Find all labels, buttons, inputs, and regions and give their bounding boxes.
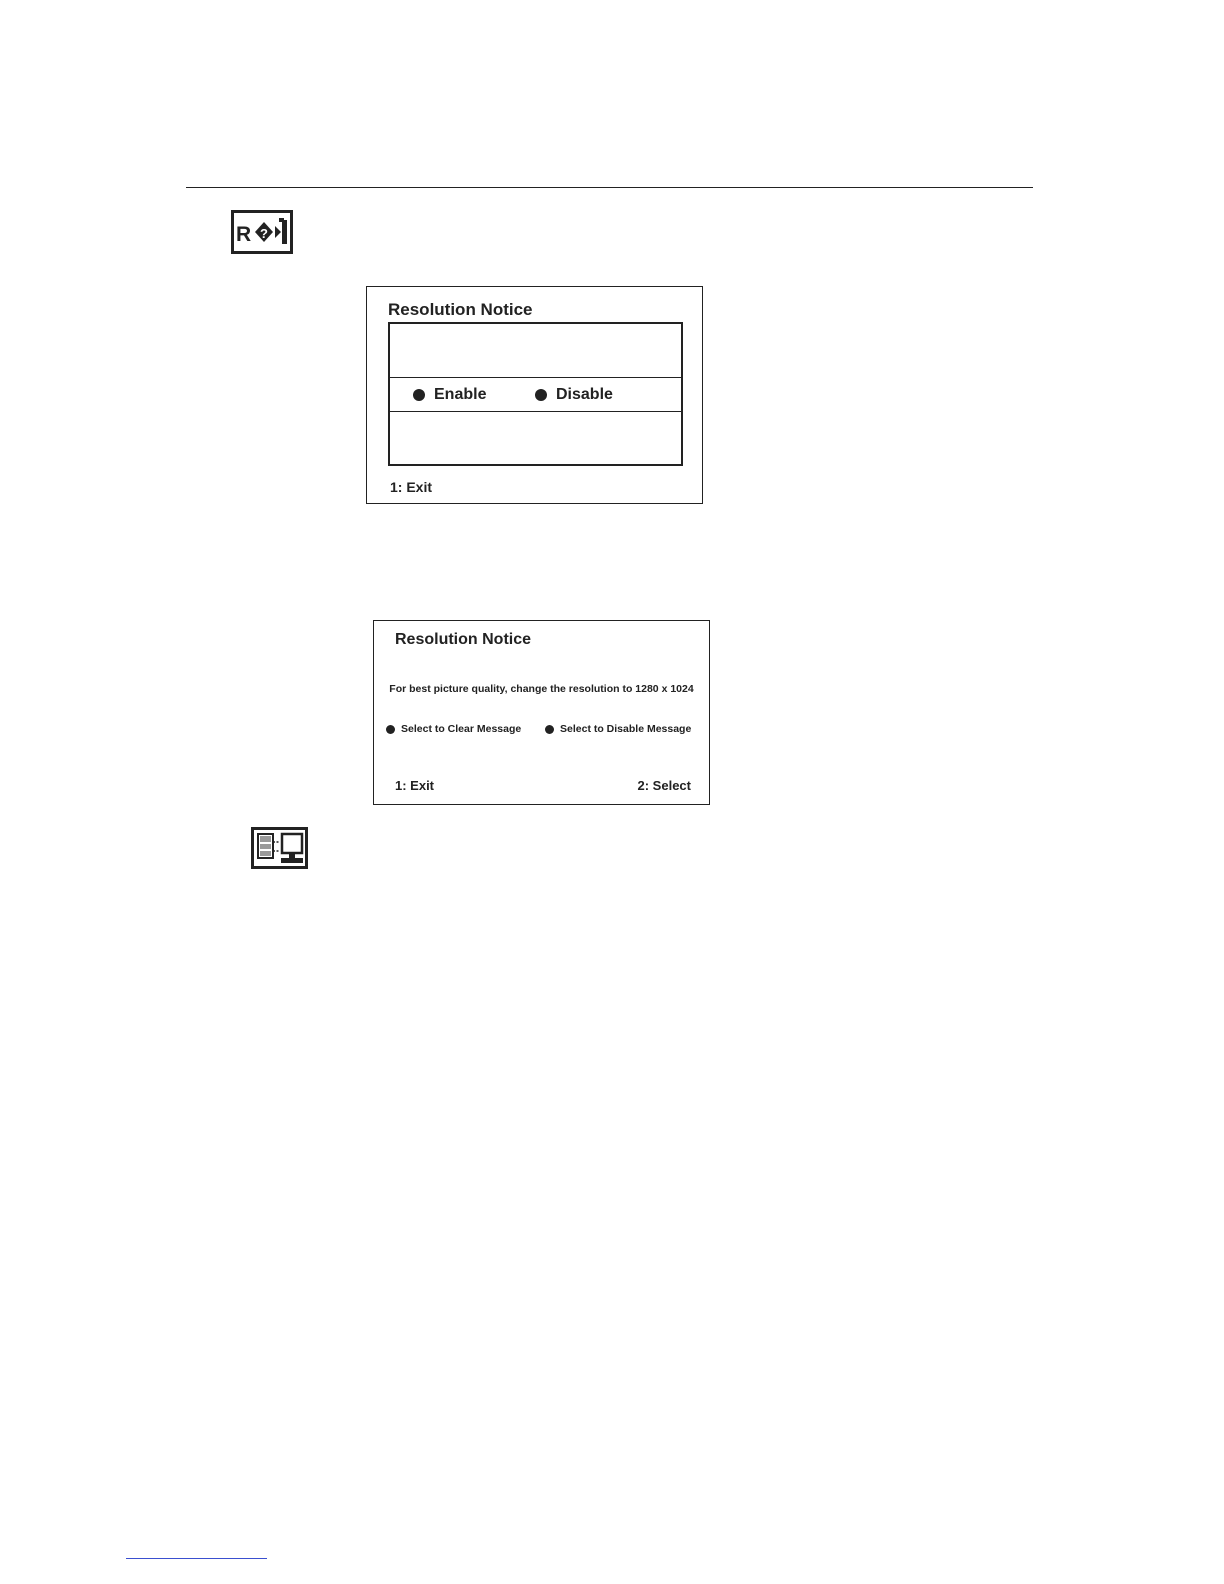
enable-label: Enable [434,386,487,403]
panel-title: Resolution Notice [395,631,532,648]
options-row [390,377,681,412]
options-frame [388,322,683,466]
disable-message-label: Select to Disable Message [560,723,692,735]
footnote-rule [126,1558,267,1559]
clear-message-label: Select to Clear Message [401,723,522,735]
exit-hint: 1: Exit [395,778,435,793]
disable-message-option[interactable] [545,723,691,735]
radio-bullet-icon [545,725,554,734]
panel-title: Resolution Notice [388,300,533,319]
radio-bullet-icon [386,725,395,734]
radio-bullet-icon [535,389,547,401]
resolution-notice-message-panel [373,620,710,805]
computer-display-icon [251,827,308,869]
resolution-message: For best picture quality, change the resolution to 1280 x 1024 [389,683,694,695]
reset-glyph-letter: R [236,223,252,246]
radio-bullet-icon [413,389,425,401]
svg-text:?: ? [260,226,268,241]
disable-label: Disable [556,386,613,403]
header-rule [186,187,1033,188]
resolution-notice-settings-panel [366,286,703,504]
exit-hint: 1: Exit [390,479,433,495]
select-hint: 2: Select [637,778,691,793]
clear-message-option[interactable] [386,723,521,735]
enable-option[interactable] [413,386,486,404]
disable-option[interactable] [535,386,613,404]
reset-query-icon [231,210,293,254]
